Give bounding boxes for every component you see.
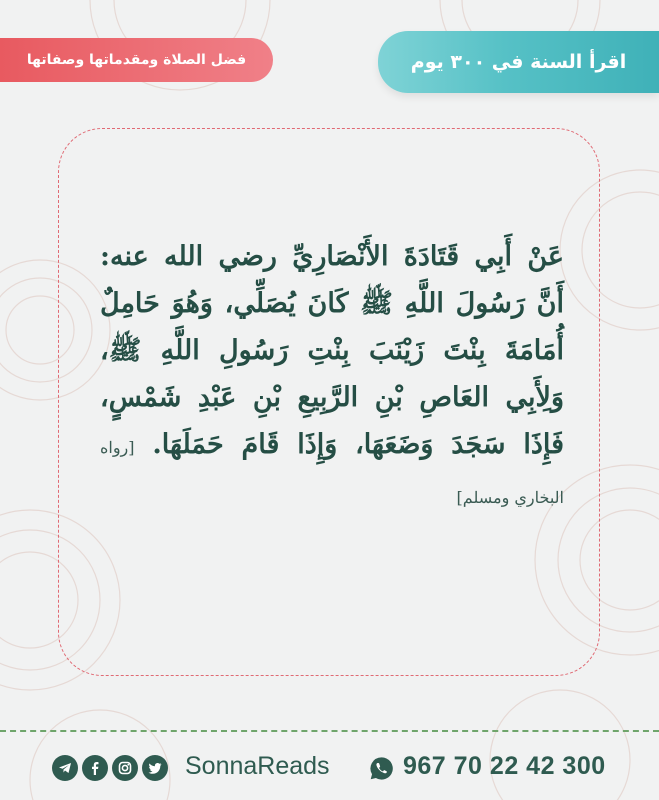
hadith-block bbox=[100, 233, 564, 521]
instagram-icon[interactable] bbox=[112, 755, 138, 781]
facebook-icon[interactable] bbox=[82, 755, 108, 781]
footer bbox=[0, 748, 659, 790]
hadith-text: عَنْ أَبِي قَتَادَةَ الأَنْصَارِيِّ رضي الله عنه: أَنَّ رَسُولَ اللَّهِ ﷺ كَانَ يُصَلِّي، وَهُوَ حَامِلٌ أُمَامَةَ بِنْتَ زَيْنَبَ بِنْتِ رَسُولِ اللَّهِ ﷺ، وَلِأَبِي العَاصِ بْنِ الرَّبِيعِ بْنِ عَبْدِ شَمْسٍ، فَإِذَا سَجَدَ وَضَعَهَا، وَإِذَا قَامَ حَمَلَهَا. bbox=[100, 241, 565, 460]
topic-title: فضل الصلاة ومقدماتها وصفاتها bbox=[26, 52, 247, 68]
twitter-icon[interactable] bbox=[142, 755, 168, 781]
whatsapp-icon[interactable] bbox=[368, 755, 395, 782]
social-links bbox=[52, 755, 168, 781]
phone-number: 967 70 22 42 300 bbox=[403, 752, 606, 780]
hadith-source: [رواه البخاري ومسلم] bbox=[100, 438, 564, 507]
series-title: اقرأ السنة في ٣٠٠ يوم bbox=[410, 51, 627, 73]
topic-banner bbox=[0, 38, 273, 82]
telegram-icon[interactable] bbox=[52, 755, 78, 781]
footer-divider bbox=[0, 730, 659, 734]
series-title-banner bbox=[378, 31, 659, 93]
social-handle: SonnaReads bbox=[185, 752, 330, 780]
